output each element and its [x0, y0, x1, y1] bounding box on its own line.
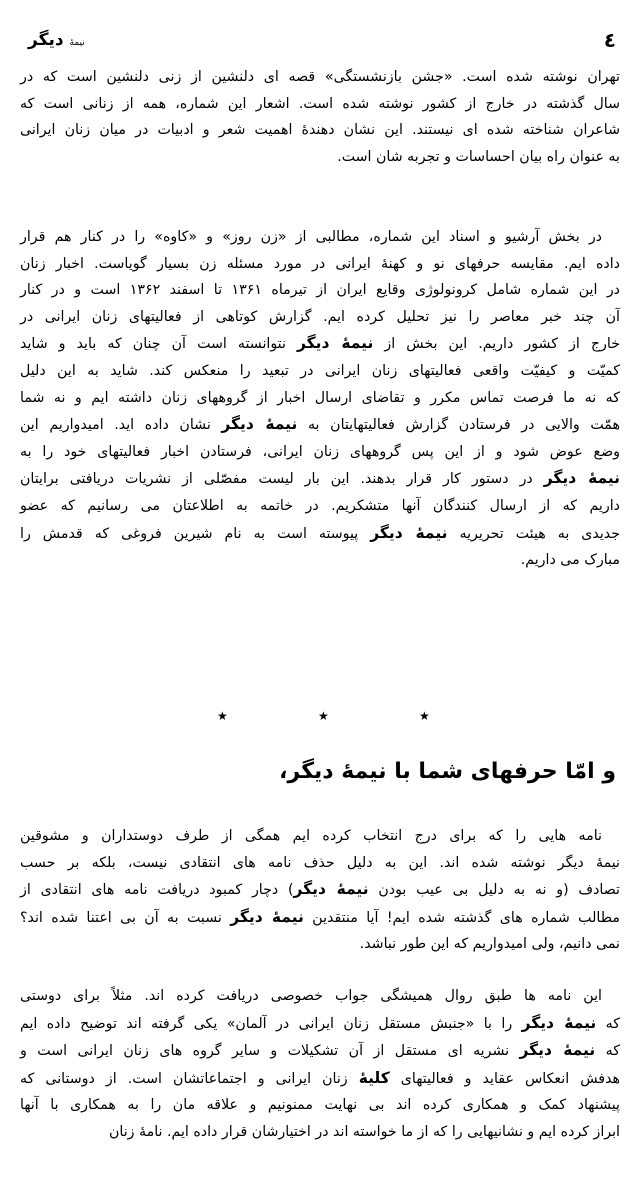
- text-line: تهران نوشته شده است. «جشن بازنشستگی» قصه ای دلنشین از زنی دلنشین است که در: [20, 69, 620, 85]
- paragraph-continuation: [20, 64, 620, 170]
- emphasis-magazine-name: نیمهٔ دیگر: [230, 907, 304, 926]
- text-segment: در دستور کار قرار بدهند. این بار لیست مفصّلی از نشریات دریافتی برایتان: [20, 471, 544, 488]
- text-segment: ) دچار کمبود دریافت نامه های انتقادی از: [20, 882, 294, 899]
- star-icon: ★: [419, 709, 430, 723]
- text-line: [20, 904, 620, 932]
- text-line: پیشنهاد کمک و همکاری کرده اند بی نهایت ممنونیم و علاقه مان را به همکاری با آنها: [20, 1097, 620, 1114]
- text-line: داده ایم. مقایسه حرفهای نو و کهنهٔ ایرانی در مورد مسئله زن بسیار گویاست. اخبار زنان: [20, 255, 620, 272]
- text-line: نامه هایی را که برای درج انتخاب کرده ایم همگی از طرف دوستداران و مشوقین: [20, 828, 602, 844]
- text-line: [20, 465, 620, 493]
- paragraph-letters-intro: [20, 823, 620, 958]
- emphasis-magazine-name: نیمهٔ دیگر: [221, 415, 298, 434]
- running-header-title: دیگر: [28, 30, 64, 50]
- text-line: [20, 1037, 620, 1065]
- text-line: [20, 876, 620, 904]
- emphasis-magazine-name: کلیهٔ: [358, 1068, 390, 1087]
- paragraph-letters-replies: [20, 983, 620, 1146]
- text-line: وضع عوض شود و از این پس گروههای زنان ایرانی، فرستادن اخبار فعالیتهای خود را به: [20, 443, 620, 460]
- text-segment: هدفش انعکاس عقاید و فعالیتهای: [389, 1070, 620, 1087]
- running-header: [28, 32, 87, 49]
- text-line: [20, 520, 620, 548]
- running-header-small: نیمهٔ: [69, 38, 85, 48]
- text-line: سال گذشته در خارج از کشور نوشته شده است. اشعار این شماره، همه از زنانی است که: [20, 95, 620, 112]
- text-segment: نشریه ای مستقل از آن تشکیلات و سایر گروه های زنان ایرانی است و: [20, 1043, 520, 1060]
- emphasis-magazine-name: نیمهٔ دیگر: [296, 334, 374, 353]
- text-line: نیمهٔ دیگر نوشته شده اند. این به دلیل حذف نامه های انتقادی نیست، بلکه بر حسب: [20, 854, 620, 871]
- emphasis-magazine-name: نیمهٔ دیگر: [543, 469, 621, 488]
- text-line: در بخش آرشیو و اسناد این شماره، مطالبی از «زن روز» و «کاوه» را در کنار هم قرار: [20, 229, 602, 245]
- section-heading: و امّا حرفهای شما با نیمهٔ دیگر،: [279, 759, 616, 784]
- star-separator: [0, 708, 642, 728]
- text-segment: همّت والایی در فرستادن گزارش فعالیتهایتان به: [297, 417, 620, 434]
- text-segment: تصادف (و نه به دلیل بی عیب بودن: [368, 882, 620, 899]
- text-segment: خارج از کشور داریم. این بخش از: [373, 336, 620, 353]
- page-number: ٤: [603, 28, 616, 52]
- text-line: کمیّت و کیفیّت واقعی فعالیتهای زنان ایرانی در تبعید را منعکس کند. شاید به این دلیل: [20, 362, 620, 379]
- text-line: در این شماره شامل کرونولوژی وقایع ایران از تیرماه ۱۳۶۱ تا اسفند ۱۳۶۲ است و در کنار: [20, 282, 620, 299]
- text-line: مبارک می داریم.: [520, 552, 620, 569]
- emphasis-magazine-name: نیمهٔ دیگر: [519, 1041, 596, 1060]
- emphasis-magazine-name: نیمهٔ دیگر: [521, 1013, 597, 1032]
- text-segment: نشان داده اید. امیدواریم این: [20, 417, 222, 434]
- text-line: داریم که از ارسال کنندگان آنها متشکریم. در خاتمه به اطلاعتان می رسانیم که عضو: [20, 497, 620, 514]
- emphasis-magazine-name: نیمهٔ دیگر: [370, 523, 448, 542]
- text-line: [20, 1065, 620, 1093]
- paragraph-archive-section: [20, 224, 620, 574]
- text-line: نمی دانیم، ولی امیدواریم که این طور نباشد.: [359, 936, 620, 953]
- text-line: این نامه ها طبق روال همیشگی جواب خصوصی دریافت کرده اند. مثلاً برای دوستی: [20, 988, 602, 1004]
- text-line: به عنوان راه بیان احساسات و تجربه شان است.: [337, 148, 620, 165]
- text-segment: جدیدی به هیئت تحریریه: [447, 525, 620, 542]
- text-line: [20, 411, 620, 439]
- text-segment: نسبت به آن بی اعتنا شده اند؟: [20, 909, 231, 926]
- text-segment: مطالب شماره های گذشته شده ایم! آیا منتقدین: [303, 909, 620, 926]
- text-segment: پیوسته است به نام شیرین فروغی که قدمش را: [20, 525, 371, 542]
- text-segment: که: [596, 1015, 620, 1032]
- text-segment: نتوانسته است آن چنان که باید و شاید: [20, 336, 297, 353]
- text-line: [20, 1010, 620, 1038]
- text-segment: که: [595, 1043, 621, 1060]
- text-segment: را با «جنبش مستقل زنان ایرانی در آلمان» یکی گرفته اند توضیح داده ایم: [20, 1015, 522, 1032]
- star-icon: ★: [318, 709, 329, 723]
- emphasis-magazine-name: نیمهٔ دیگر: [293, 880, 369, 899]
- text-line: [20, 330, 620, 358]
- text-line: که نه ما فرصت تماس مکرر و تقاضای ارسال اخبار از گروههای زنان داشته ایم و نه شما: [20, 389, 620, 406]
- star-icon: ★: [217, 709, 228, 723]
- text-segment: زنان ایرانی و اجتماعاتشان است. از دوستانی که: [20, 1070, 359, 1087]
- text-line: شاعران شناخته شده ای نیستند. این نشان دهندهٔ اهمیت شعر و ادبیات در میان زنان ایرانی: [20, 122, 620, 139]
- text-line: آن چند خبر معاصر را نیز تحلیل کرده ایم. گزارش کوتاهی از فعالیتهای زنان ایرانی در: [20, 308, 620, 325]
- text-line: ابراز کرده ایم و نشانیهایی را که از ما خواسته اند در اختیارشان قرار داده ایم. نامهٔ زنان: [108, 1123, 620, 1140]
